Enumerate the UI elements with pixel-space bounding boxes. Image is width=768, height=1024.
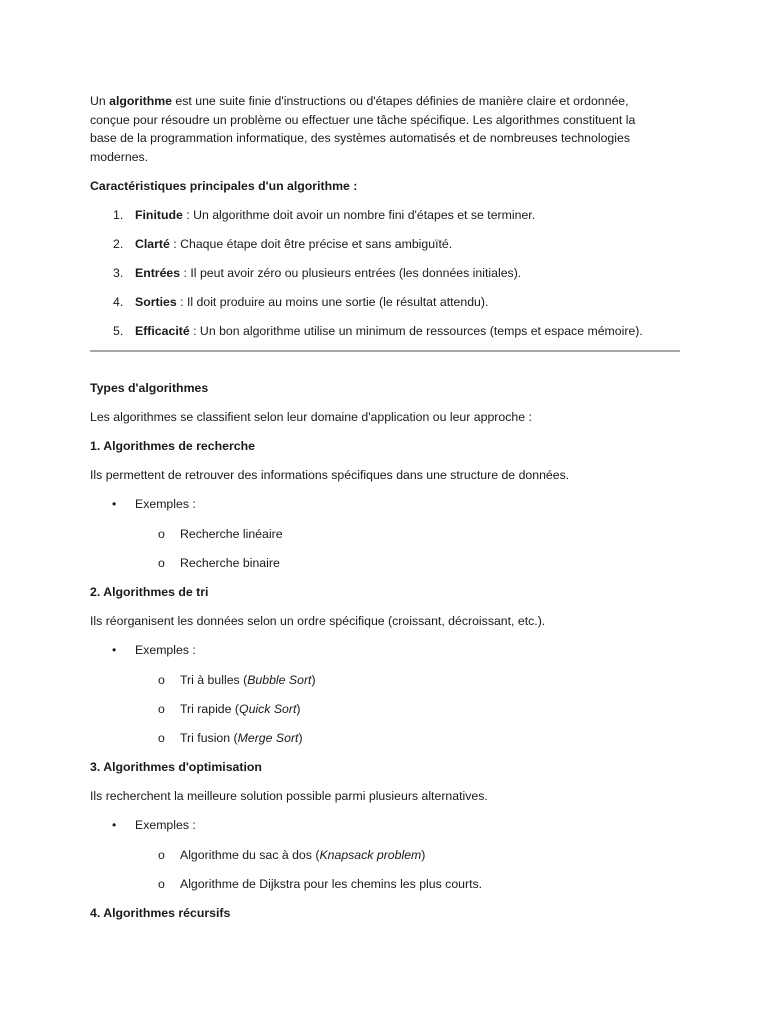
list-item-term: Finitude — [135, 207, 183, 222]
sub-bullet-icon: o — [158, 847, 165, 862]
intro-line-4: modernes. — [90, 149, 149, 164]
intro-prefix: Un — [90, 94, 110, 108]
list-item — [90, 235, 680, 254]
examples-label: Exemples : — [135, 643, 196, 658]
examples-label: Exemples : — [135, 497, 196, 512]
examples-bullet — [90, 816, 680, 835]
bullet-icon: • — [112, 497, 117, 512]
list-item-term: Efficacité — [135, 324, 190, 339]
section-heading-sort: 2. Algorithmes de tri — [90, 584, 209, 599]
sub-bullet-icon: o — [158, 555, 165, 570]
section-heading-recursive: 4. Algorithmes récursifs — [90, 906, 231, 920]
examples-bullet — [90, 495, 680, 514]
list-item-text: : Chaque étape doit être précise et sans ambiguïté. — [169, 236, 453, 251]
list-item — [90, 264, 680, 283]
types-heading: Types d'algorithmes — [90, 380, 209, 395]
sub-list-item: o Algorithme du sac à dos (Knapsack problem) — [90, 846, 680, 865]
sub-bullet-icon: o — [158, 730, 165, 745]
list-item — [90, 206, 680, 225]
list-item — [90, 322, 680, 341]
list-item-text: : Un algorithme doit avoir un nombre fini d'étapes et se terminer. — [182, 207, 536, 222]
list-number: 4. — [113, 295, 124, 310]
section-heading-optimization: 3. Algorithmes d'optimisation — [90, 760, 262, 775]
section-desc-search: Ils permettent de retrouver des informations spécifiques dans une structure de données. — [90, 468, 570, 483]
types-intro: Les algorithmes se classifient selon leur domaine d'application ou leur approche : — [90, 409, 532, 424]
bullet-icon: • — [112, 818, 117, 833]
sub-list-item: o Tri rapide (Quick Sort) — [90, 700, 680, 719]
list-item-text: : Il peut avoir zéro ou plusieurs entrées (les données initiales). — [180, 266, 522, 281]
horizontal-divider — [90, 350, 680, 352]
list-number: 1. — [113, 207, 124, 222]
intro-paragraph — [90, 92, 680, 166]
sub-bullet-icon: o — [158, 526, 165, 541]
intro-line-2: conçue pour résoudre un problème ou effectuer une tâche spécifique. Les algorithmes constituent la — [90, 112, 636, 127]
sub-bullet-icon: o — [158, 876, 165, 891]
list-number: 2. — [113, 236, 124, 251]
document-page — [90, 92, 680, 933]
sub-list-item: o Recherche linéaire — [90, 525, 680, 544]
bullet-icon: • — [112, 643, 117, 658]
sub-list-item: o Recherche binaire — [90, 554, 680, 573]
list-number: 3. — [113, 266, 124, 281]
intro-line-3: base de la programmation informatique, des systèmes automatisés et de nombreuses technologies — [90, 131, 630, 145]
sub-list-item: o Tri fusion (Merge Sort) — [90, 729, 680, 748]
sub-list-item: o Tri à bulles (Bubble Sort) — [90, 671, 680, 690]
list-number: 5. — [113, 324, 124, 339]
sub-list-item: o Algorithme de Dijkstra pour les chemins les plus courts. — [90, 875, 680, 894]
list-item — [90, 293, 680, 312]
characteristics-heading: Caractéristiques principales d'un algorithme : — [90, 178, 358, 193]
section-desc-optimization: Ils recherchent la meilleure solution possible parmi plusieurs alternatives. — [90, 789, 488, 804]
sub-bullet-icon: o — [158, 701, 165, 716]
list-item-text: : Un bon algorithme utilise un minimum de ressources (temps et espace mémoire). — [189, 324, 643, 339]
section-desc-sort: Ils réorganisent les données selon un ordre spécifique (croissant, décroissant, etc.). — [90, 614, 546, 629]
list-item-term: Clarté — [135, 236, 170, 251]
sub-bullet-icon: o — [158, 672, 165, 687]
list-item-text: : Il doit produire au moins une sortie (le résultat attendu). — [176, 295, 489, 310]
list-item-term: Entrées — [135, 266, 181, 281]
section-heading-search: 1. Algorithmes de recherche — [90, 439, 255, 453]
intro-term: algorithme — [109, 94, 173, 108]
examples-label: Exemples : — [135, 818, 196, 833]
examples-bullet — [90, 641, 680, 660]
list-item-term: Sorties — [135, 295, 177, 310]
intro-line-1-rest: est une suite finie d'instructions ou d'étapes définies de manière claire et ordonnée, — [172, 94, 629, 108]
